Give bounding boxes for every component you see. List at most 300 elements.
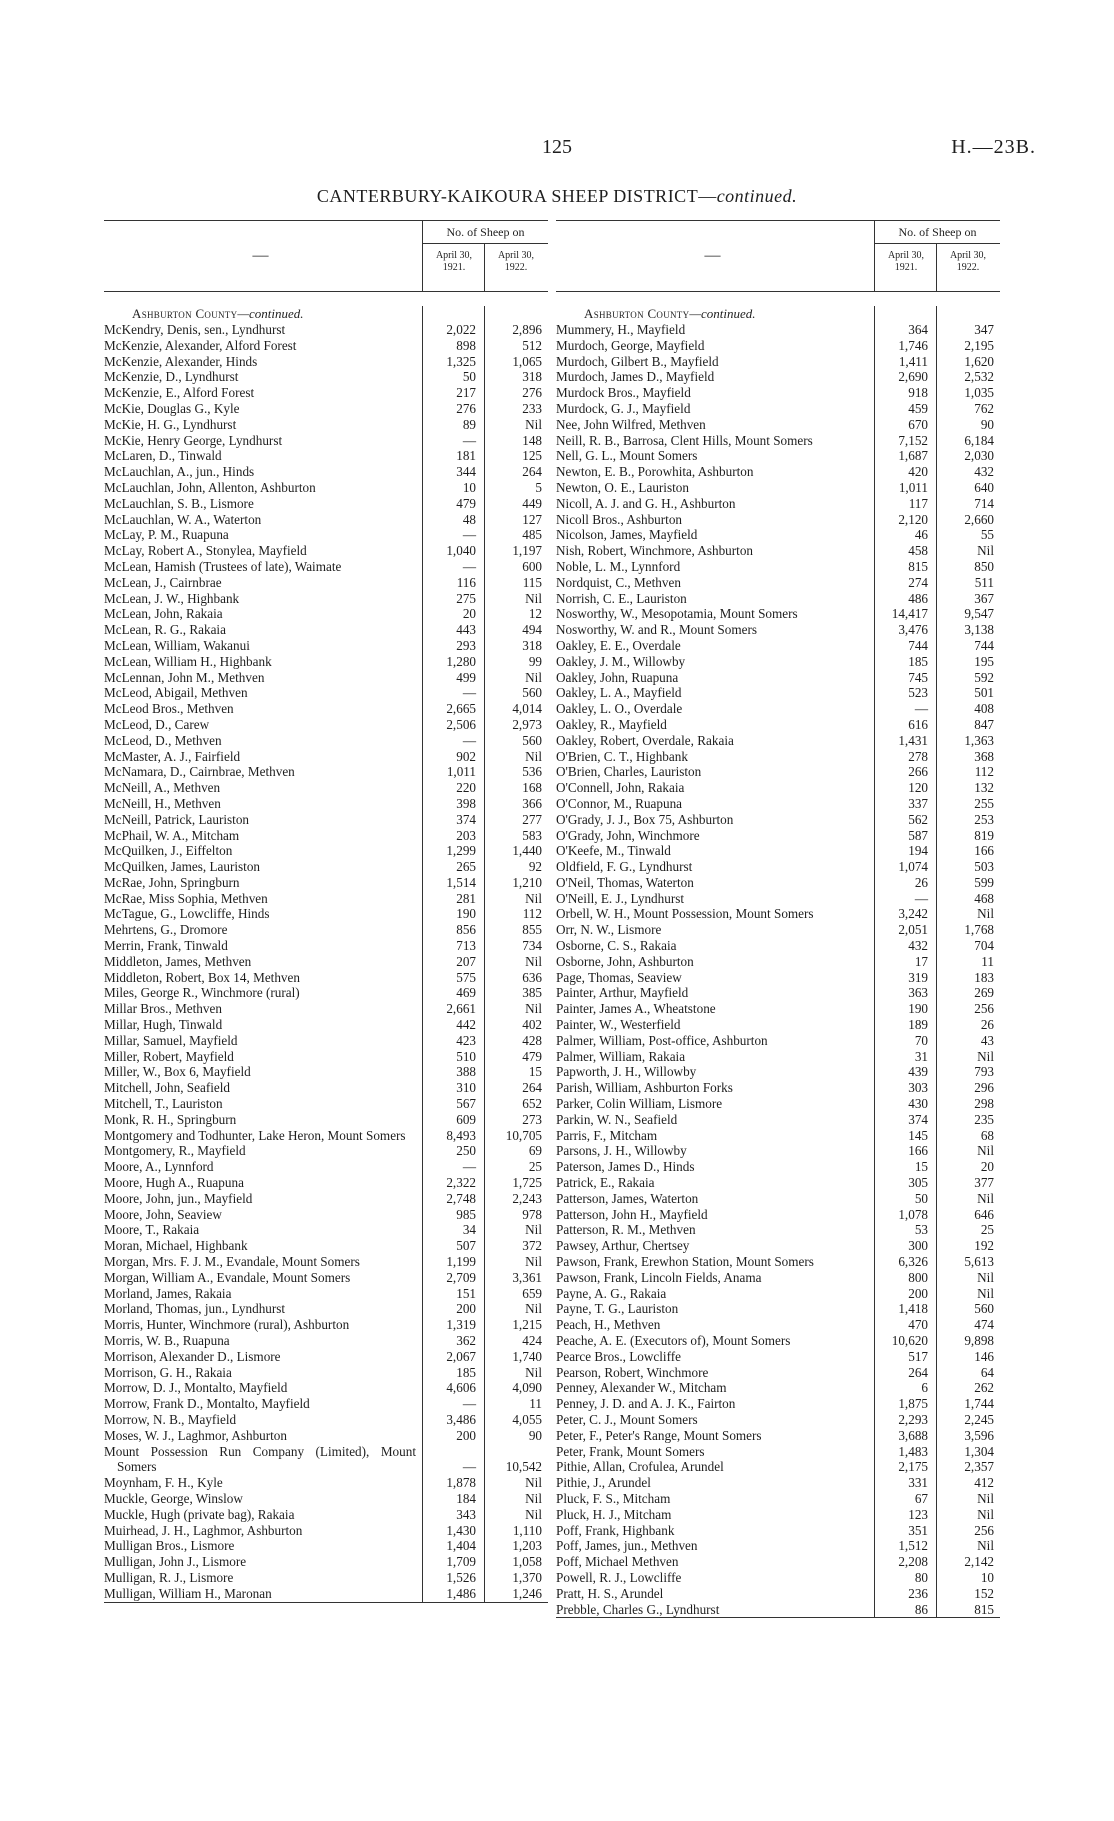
sheep-1922: 233 bbox=[522, 400, 542, 416]
table-row bbox=[104, 1570, 548, 1586]
table-row bbox=[556, 749, 1000, 765]
sheep-1921: 1,512 bbox=[898, 1538, 928, 1554]
sheep-1921: 86 bbox=[914, 1601, 928, 1617]
sheep-1922: Nil bbox=[525, 416, 542, 432]
sheep-1922: 2,030 bbox=[964, 448, 994, 464]
sheep-1922: 115 bbox=[522, 574, 542, 590]
table-row bbox=[104, 1112, 548, 1128]
sheep-1921: 203 bbox=[456, 827, 476, 843]
table-row bbox=[104, 512, 548, 528]
sheep-1922: 599 bbox=[974, 874, 994, 890]
sheep-1921: 2,322 bbox=[446, 1175, 476, 1191]
sheep-1922: 3,361 bbox=[512, 1269, 542, 1285]
owner-name: Moore, Hugh A., Ruapuna bbox=[104, 1175, 244, 1191]
sheep-1922: 424 bbox=[522, 1333, 542, 1348]
sheep-1921: 469 bbox=[456, 985, 476, 1001]
sheep-1922: 368 bbox=[974, 748, 994, 764]
table-row bbox=[104, 1538, 548, 1554]
owner-name: Moore, A., Lynnford bbox=[104, 1159, 214, 1175]
owner-name: Moynham, F. H., Kyle bbox=[104, 1475, 223, 1491]
sheep-1921: 1,074 bbox=[898, 859, 928, 875]
table-row bbox=[104, 733, 548, 749]
sheep-1922: Nil bbox=[525, 1001, 542, 1017]
name-column-header: — bbox=[704, 247, 721, 264]
sheep-1922: 125 bbox=[522, 448, 542, 464]
sheep-1921: 166 bbox=[908, 1143, 928, 1159]
sheep-1921: 374 bbox=[908, 1111, 928, 1127]
owner-name: Orr, N. W., Lismore bbox=[556, 922, 662, 938]
sheep-1921: 1,280 bbox=[446, 653, 476, 669]
table-row bbox=[104, 1254, 548, 1270]
table-row bbox=[104, 385, 548, 401]
sheep-1921: 432 bbox=[908, 938, 928, 954]
table-row bbox=[556, 385, 1000, 401]
sheep-1921: 985 bbox=[456, 1206, 476, 1222]
owner-name: O'Neill, E. J., Lyndhurst bbox=[556, 890, 685, 906]
sheep-1922: 9,898 bbox=[964, 1333, 994, 1348]
owner-name: Mitchell, T., Lauriston bbox=[104, 1096, 223, 1112]
owner-name: Paterson, James D., Hinds bbox=[556, 1159, 695, 1175]
owner-name: McLean, William H., Highbank bbox=[104, 653, 272, 669]
sheep-1921: 443 bbox=[456, 622, 476, 638]
table-row bbox=[104, 464, 548, 480]
table-row bbox=[104, 1143, 548, 1159]
sheep-1921: 1,878 bbox=[446, 1475, 476, 1491]
owner-name: Palmer, William, Post-office, Ashburton bbox=[556, 1032, 768, 1048]
sheep-1921: 1,687 bbox=[898, 448, 928, 464]
sheep-1922: Nil bbox=[525, 1222, 542, 1238]
owner-name: O'Keefe, M., Tinwald bbox=[556, 843, 671, 859]
table-row bbox=[556, 1491, 1000, 1507]
owner-name: Neill, R. B., Barrosa, Clent Hills, Mount Somers bbox=[556, 432, 813, 448]
table-row bbox=[104, 1080, 548, 1096]
sheep-1921: 815 bbox=[908, 558, 928, 574]
sheep-1922: 1,740 bbox=[512, 1348, 542, 1364]
table-row bbox=[556, 764, 1000, 780]
sheep-1921: 1,430 bbox=[446, 1522, 476, 1538]
sheep-1921: 587 bbox=[908, 827, 928, 843]
sheep-1921: — bbox=[462, 685, 476, 701]
owner-name: Nosworthy, W., Mesopotamia, Mount Somers bbox=[556, 606, 798, 622]
table-row bbox=[556, 1207, 1000, 1223]
table-row bbox=[104, 764, 548, 780]
sheep-1922: 99 bbox=[528, 653, 542, 669]
sheep-1921: 2,022 bbox=[446, 322, 476, 337]
sheep-1921: 200 bbox=[456, 1427, 476, 1443]
sheep-count-group-header: No. of Sheep on bbox=[874, 221, 1000, 244]
sheep-1921: 1,709 bbox=[446, 1554, 476, 1570]
owner-name: McKie, H. G., Lyndhurst bbox=[104, 416, 237, 432]
sheep-1922: 90 bbox=[528, 1427, 542, 1443]
owner-name: McLay, P. M., Ruapuna bbox=[104, 527, 229, 543]
table-row bbox=[556, 701, 1000, 717]
owner-name: Patterson, R. M., Methven bbox=[556, 1222, 696, 1238]
sheep-1922: 2,142 bbox=[964, 1554, 994, 1570]
sheep-1921: 274 bbox=[908, 574, 928, 590]
table-row bbox=[556, 559, 1000, 575]
sheep-1922: 276 bbox=[522, 385, 542, 401]
sheep-1921: 1,514 bbox=[446, 874, 476, 890]
table-row bbox=[556, 322, 1000, 338]
sheep-1922: 512 bbox=[522, 337, 542, 353]
table-row bbox=[556, 1349, 1000, 1365]
sheep-1921: 17 bbox=[914, 953, 928, 969]
owner-name: Morrow, D. J., Montalto, Mayfield bbox=[104, 1380, 288, 1396]
column-1921-header bbox=[422, 244, 485, 291]
table-row bbox=[556, 875, 1000, 891]
owner-name: McLeod, D., Methven bbox=[104, 732, 222, 748]
sheep-1921: 184 bbox=[456, 1490, 476, 1506]
sheep-1922: Nil bbox=[977, 543, 994, 559]
sheep-1921: 1,483 bbox=[898, 1443, 928, 1459]
table-row bbox=[556, 1365, 1000, 1381]
sheep-1922: 5,613 bbox=[964, 1254, 994, 1270]
table-row bbox=[104, 496, 548, 512]
sheep-1921: — bbox=[462, 558, 476, 574]
sheep-1922: 4,055 bbox=[512, 1411, 542, 1427]
owner-name: Pluck, H. J., Mitcham bbox=[556, 1506, 672, 1522]
table-row bbox=[104, 575, 548, 591]
table-row bbox=[556, 985, 1000, 1001]
owner-name: McLean, J. W., Highbank bbox=[104, 590, 240, 606]
table-row bbox=[556, 354, 1000, 370]
sheep-1921: 609 bbox=[456, 1111, 476, 1127]
county-heading bbox=[556, 306, 1000, 322]
owner-name: Morrison, Alexander D., Lismore bbox=[104, 1348, 281, 1364]
sheep-1922: 367 bbox=[974, 590, 994, 606]
sheep-1921: 50 bbox=[462, 369, 476, 385]
sheep-1921: 31 bbox=[914, 1048, 928, 1064]
table-row bbox=[104, 1159, 548, 1175]
sheep-1922: 43 bbox=[980, 1032, 994, 1048]
owner-name: McKie, Douglas G., Kyle bbox=[104, 400, 240, 416]
sheep-1922: 1,203 bbox=[512, 1538, 542, 1554]
owner-name: McNeill, A., Methven bbox=[104, 780, 221, 796]
sheep-1921: 181 bbox=[456, 448, 476, 464]
sheep-1922: 69 bbox=[528, 1143, 542, 1159]
table-row bbox=[556, 480, 1000, 496]
sheep-1921: 744 bbox=[908, 637, 928, 653]
owner-name: McNamara, D., Cairnbrae, Methven bbox=[104, 764, 295, 780]
sheep-1921: 616 bbox=[908, 716, 928, 732]
owner-name: McTague, G., Lowcliffe, Hinds bbox=[104, 906, 270, 922]
table-row bbox=[556, 1254, 1000, 1270]
owner-name: McLean, Hamish (Trustees of late), Waimate bbox=[104, 558, 342, 574]
owner-name: O'Neil, Thomas, Waterton bbox=[556, 874, 694, 890]
sheep-1921: 918 bbox=[908, 385, 928, 401]
sheep-1922: 1,620 bbox=[964, 353, 994, 369]
owner-name: Oakley, L. A., Mayfield bbox=[556, 685, 682, 701]
table-row bbox=[556, 1238, 1000, 1254]
sheep-1922: 4,014 bbox=[512, 701, 542, 717]
sheep-1922: 168 bbox=[522, 780, 542, 796]
sheep-1921: 486 bbox=[908, 590, 928, 606]
owner-name: Osborne, John, Ashburton bbox=[556, 953, 694, 969]
owner-name: McQuilken, James, Lauriston bbox=[104, 859, 261, 875]
table-row bbox=[104, 1554, 548, 1570]
sheep-1921: 1,325 bbox=[446, 353, 476, 369]
sheep-1922: 978 bbox=[522, 1206, 542, 1222]
owner-name: McLaren, D., Tinwald bbox=[104, 448, 222, 464]
table-row bbox=[104, 417, 548, 433]
rows bbox=[556, 322, 1000, 1617]
sheep-1922: 11 bbox=[529, 1396, 542, 1412]
table-row bbox=[104, 796, 548, 812]
table-row bbox=[556, 1570, 1000, 1586]
sheep-1921: 575 bbox=[456, 969, 476, 985]
sheep-1922: 112 bbox=[974, 764, 994, 780]
owner-name: Prebble, Charles G., Lyndhurst bbox=[556, 1601, 720, 1617]
owner-name: Pawson, Frank, Lincoln Fields, Anama bbox=[556, 1269, 762, 1285]
table-row bbox=[556, 1222, 1000, 1238]
table-body bbox=[556, 306, 1000, 1618]
sheep-1921: 1,011 bbox=[898, 479, 928, 495]
sheep-1922: 652 bbox=[522, 1096, 542, 1112]
table-row bbox=[104, 843, 548, 859]
table-row bbox=[104, 922, 548, 938]
sheep-1921: 6 bbox=[921, 1380, 928, 1396]
owner-name: Morgan, Mrs. F. J. M., Evandale, Mount Somers bbox=[104, 1254, 360, 1270]
owner-name: Penney, Alexander W., Mitcham bbox=[556, 1380, 727, 1396]
sheep-1922: 385 bbox=[522, 985, 542, 1001]
sheep-1921: 4,606 bbox=[446, 1380, 476, 1396]
owner-name: O'Brien, Charles, Lauriston bbox=[556, 764, 702, 780]
sheep-1921: — bbox=[914, 890, 928, 906]
owner-name: O'Grady, J. J., Box 75, Ashburton bbox=[556, 811, 734, 827]
table-row bbox=[556, 606, 1000, 622]
owner-name: Peter, F., Peter's Range, Mount Somers bbox=[556, 1427, 762, 1443]
sheep-1922: 744 bbox=[974, 637, 994, 653]
sheep-1922: 479 bbox=[522, 1048, 542, 1064]
sheep-1922: 714 bbox=[974, 495, 994, 511]
owner-name: Millar, Samuel, Mayfield bbox=[104, 1032, 238, 1048]
col1-line2: 1921. bbox=[442, 262, 466, 273]
sheep-1921: 3,476 bbox=[898, 622, 928, 638]
sheep-1921: 67 bbox=[914, 1490, 928, 1506]
table-row bbox=[556, 1191, 1000, 1207]
table-row bbox=[104, 322, 548, 338]
owner-name: Patterson, John H., Mayfield bbox=[556, 1206, 708, 1222]
table-row bbox=[556, 527, 1000, 543]
sheep-1921: 902 bbox=[456, 748, 476, 764]
sheep-1922: 762 bbox=[974, 400, 994, 416]
table-row bbox=[556, 843, 1000, 859]
sheep-1922: 1,246 bbox=[512, 1585, 542, 1601]
table-row bbox=[556, 1080, 1000, 1096]
owner-name: Muckle, George, Winslow bbox=[104, 1490, 243, 1506]
sheep-1922: Nil bbox=[525, 590, 542, 606]
sheep-1921: — bbox=[462, 1396, 476, 1412]
sheep-1922: 255 bbox=[974, 795, 994, 811]
sheep-1921: 1,875 bbox=[898, 1396, 928, 1412]
sheep-1922: 146 bbox=[974, 1348, 994, 1364]
table-row bbox=[104, 1033, 548, 1049]
sheep-1921: 439 bbox=[908, 1064, 928, 1080]
table-row bbox=[556, 512, 1000, 528]
sheep-1921: 398 bbox=[456, 795, 476, 811]
owner-name: McLay, Robert A., Stonylea, Mayfield bbox=[104, 543, 307, 559]
owner-name: Murdock Bros., Mayfield bbox=[556, 385, 691, 401]
sheep-1922: Nil bbox=[525, 1301, 542, 1317]
sheep-1922: 503 bbox=[974, 859, 994, 875]
owner-name: McLennan, John M., Methven bbox=[104, 669, 265, 685]
table-row bbox=[104, 1365, 548, 1381]
sheep-1922: 192 bbox=[974, 1238, 994, 1254]
owner-name: Powell, R. J., Lowcliffe bbox=[556, 1569, 682, 1585]
table-row bbox=[556, 859, 1000, 875]
sheep-1921: 190 bbox=[456, 906, 476, 922]
owner-name: Poff, Michael Methven bbox=[556, 1554, 679, 1570]
sheep-1921: — bbox=[462, 1159, 476, 1175]
table-row bbox=[556, 906, 1000, 922]
sheep-1922: 1,215 bbox=[512, 1317, 542, 1333]
table-row bbox=[104, 622, 548, 638]
sheep-1922: Nil bbox=[977, 1506, 994, 1522]
sheep-1922: 474 bbox=[974, 1317, 994, 1333]
owner-name: Oakley, E. E., Overdale bbox=[556, 637, 681, 653]
sheep-1922: 12 bbox=[528, 606, 542, 622]
sheep-1921: 1,404 bbox=[446, 1538, 476, 1554]
sheep-1922: Nil bbox=[525, 1364, 542, 1380]
table-row bbox=[104, 1128, 548, 1144]
owner-name: McKenzie, E., Alford Forest bbox=[104, 385, 255, 401]
sheep-1922: 15 bbox=[528, 1064, 542, 1080]
table-row bbox=[556, 1554, 1000, 1570]
left-table bbox=[104, 220, 548, 1603]
sheep-1921: 200 bbox=[908, 1285, 928, 1301]
owner-name: Morris, Hunter, Winchmore (rural), Ashburton bbox=[104, 1317, 350, 1333]
owner-name: Middleton, Robert, Box 14, Methven bbox=[104, 969, 300, 985]
table-row bbox=[556, 1586, 1000, 1602]
owner-name: Muirhead, J. H., Laghmor, Ashburton bbox=[104, 1522, 303, 1538]
table-row bbox=[104, 1096, 548, 1112]
table-row bbox=[104, 1380, 548, 1396]
sheep-1922: Nil bbox=[977, 906, 994, 922]
owner-name: McLeod Bros., Methven bbox=[104, 701, 234, 717]
table-row bbox=[556, 448, 1000, 464]
sheep-1921: — bbox=[462, 527, 476, 543]
owner-name: Payne, A. G., Rakaia bbox=[556, 1285, 667, 1301]
table-row bbox=[556, 1017, 1000, 1033]
owner-name: Moore, John, jun., Mayfield bbox=[104, 1190, 253, 1206]
owner-name: McPhail, W. A., Mitcham bbox=[104, 827, 240, 843]
sheep-1921: 1,418 bbox=[898, 1301, 928, 1317]
table-row bbox=[556, 401, 1000, 417]
page-number: 125 bbox=[542, 136, 572, 158]
sheep-1921: 266 bbox=[908, 764, 928, 780]
owner-name: Pithie, J., Arundel bbox=[556, 1475, 651, 1491]
table-row bbox=[556, 369, 1000, 385]
table-row bbox=[104, 591, 548, 607]
table-row bbox=[104, 954, 548, 970]
county-name: Ashburton County bbox=[584, 306, 690, 321]
table-row bbox=[104, 1017, 548, 1033]
sheep-1921: 1,746 bbox=[898, 337, 928, 353]
table-row bbox=[556, 733, 1000, 749]
sheep-1922: 10 bbox=[980, 1569, 994, 1585]
table-row bbox=[104, 654, 548, 670]
sheep-1922: 494 bbox=[522, 622, 542, 638]
owner-name: Pawson, Frank, Erewhon Station, Mount Somers bbox=[556, 1254, 814, 1270]
sheep-1921: 70 bbox=[914, 1032, 928, 1048]
owner-name: Miller, Robert, Mayfield bbox=[104, 1048, 234, 1064]
table-row bbox=[104, 638, 548, 654]
sheep-1921: 200 bbox=[456, 1301, 476, 1317]
sheep-1922: 640 bbox=[974, 479, 994, 495]
table-row bbox=[104, 527, 548, 543]
sheep-1922: 264 bbox=[522, 1080, 542, 1096]
owner-name: Morland, Thomas, jun., Lyndhurst bbox=[104, 1301, 286, 1317]
sheep-1922: 583 bbox=[522, 827, 542, 843]
sheep-1922: 1,210 bbox=[512, 874, 542, 890]
owner-name: Millar, Hugh, Tinwald bbox=[104, 1017, 223, 1033]
sheep-1921: 185 bbox=[456, 1364, 476, 1380]
owner-name: McKendry, Denis, sen., Lyndhurst bbox=[104, 322, 286, 337]
sheep-1922: 269 bbox=[974, 985, 994, 1001]
table-row bbox=[104, 701, 548, 717]
sheep-1922: 166 bbox=[974, 843, 994, 859]
owner-name: Peter, Frank, Mount Somers bbox=[556, 1443, 705, 1459]
table-row bbox=[556, 1602, 1000, 1618]
sheep-1922: 855 bbox=[522, 922, 542, 938]
sheep-1922: 5 bbox=[535, 479, 542, 495]
table-row bbox=[556, 575, 1000, 591]
sheep-1921: 458 bbox=[908, 543, 928, 559]
sheep-1921: 344 bbox=[456, 464, 476, 480]
table-row bbox=[556, 717, 1000, 733]
table-row bbox=[104, 1317, 548, 1333]
sheep-1922: 511 bbox=[974, 574, 994, 590]
sheep-1922: 1,363 bbox=[964, 732, 994, 748]
sheep-1922: 347 bbox=[974, 322, 994, 337]
owner-name: McKenzie, Alexander, Alford Forest bbox=[104, 337, 297, 353]
table-row bbox=[104, 891, 548, 907]
sheep-1922: Nil bbox=[977, 1490, 994, 1506]
county-heading bbox=[104, 306, 548, 322]
owner-name: Murdoch, Gilbert B., Mayfield bbox=[556, 353, 719, 369]
owner-name: Moore, T., Rakaia bbox=[104, 1222, 200, 1238]
sheep-1921: 2,208 bbox=[898, 1554, 928, 1570]
owner-name: McMaster, A. J., Fairfield bbox=[104, 748, 241, 764]
sheep-1921: 856 bbox=[456, 922, 476, 938]
sheep-1922: 2,245 bbox=[964, 1411, 994, 1427]
sheep-1921: 278 bbox=[908, 748, 928, 764]
sheep-1922: 127 bbox=[522, 511, 542, 527]
table-row bbox=[104, 859, 548, 875]
owner-name: Mummery, H., Mayfield bbox=[556, 322, 686, 337]
owner-name: McLauchlan, S. B., Lismore bbox=[104, 495, 254, 511]
table-row bbox=[556, 1049, 1000, 1065]
sheep-1921: 3,486 bbox=[446, 1411, 476, 1427]
table-row bbox=[556, 1428, 1000, 1444]
sheep-count-group-header: No. of Sheep on bbox=[422, 221, 548, 244]
table-row bbox=[104, 433, 548, 449]
sheep-1922: 3,596 bbox=[964, 1427, 994, 1443]
sheep-1922: 92 bbox=[528, 859, 542, 875]
sheep-1922: 9,547 bbox=[964, 606, 994, 622]
table-row bbox=[104, 1333, 548, 1349]
owner-name: Pawsey, Arthur, Chertsey bbox=[556, 1238, 690, 1254]
sheep-1922: 235 bbox=[974, 1111, 994, 1127]
sheep-1922: 3,138 bbox=[964, 622, 994, 638]
owner-name: Pearce Bros., Lowcliffe bbox=[556, 1348, 681, 1364]
sheep-1922: 2,896 bbox=[512, 322, 542, 337]
sheep-1921: 2,120 bbox=[898, 511, 928, 527]
owner-name: Painter, Arthur, Mayfield bbox=[556, 985, 689, 1001]
sheep-1922: 256 bbox=[974, 1001, 994, 1017]
table-row bbox=[556, 670, 1000, 686]
sheep-1922: Nil bbox=[525, 1475, 542, 1491]
